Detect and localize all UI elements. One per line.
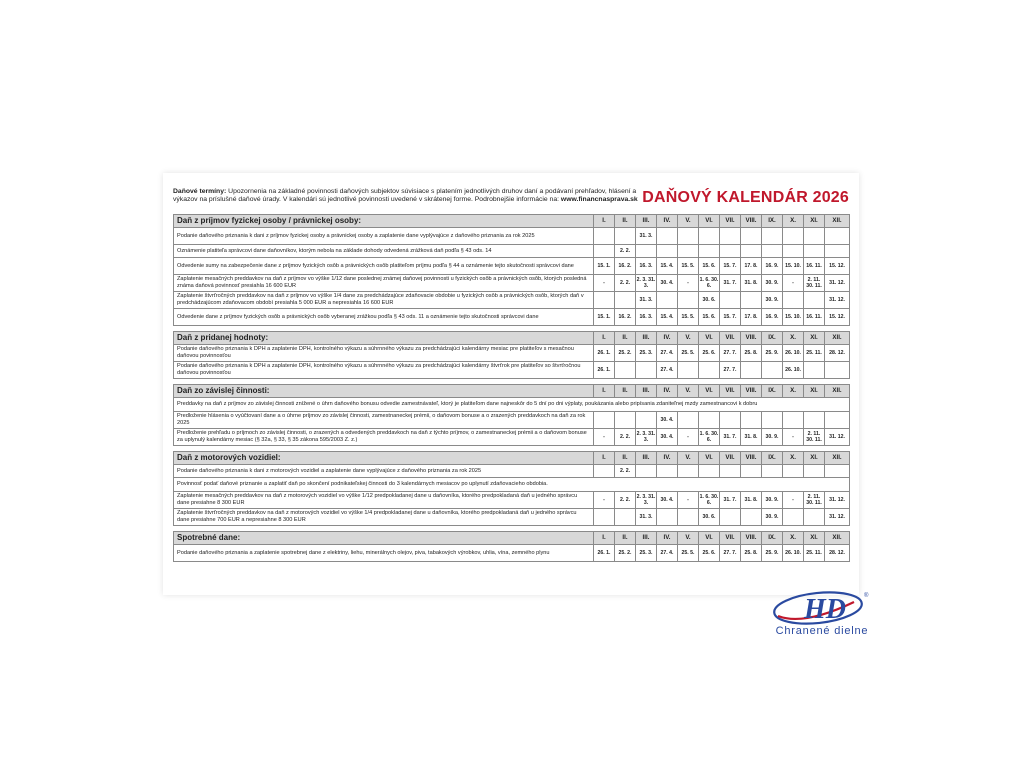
section-title: Daň z pridanej hodnoty:: [174, 332, 594, 345]
date-cell: 30. 9.: [762, 275, 783, 292]
month-header: XI.: [804, 385, 825, 398]
date-cell: [636, 465, 657, 478]
month-header: I.: [594, 532, 615, 545]
date-cell: 15. 7.: [720, 258, 741, 275]
date-cell: 30. 9.: [762, 509, 783, 526]
month-header: IV.: [657, 215, 678, 228]
date-cell: [615, 412, 636, 429]
month-header: V.: [678, 385, 699, 398]
month-header: VI.: [699, 215, 720, 228]
date-cell: [678, 465, 699, 478]
date-cell: [657, 292, 678, 309]
date-cell: [678, 362, 699, 379]
month-header: VII.: [720, 332, 741, 345]
month-header: VIII.: [741, 332, 762, 345]
date-cell: 15. 10.: [783, 258, 804, 275]
date-cell: -: [783, 275, 804, 292]
date-cell: [783, 412, 804, 429]
date-cell: 26. 10.: [783, 362, 804, 379]
date-cell: [615, 292, 636, 309]
month-header: VI.: [699, 385, 720, 398]
month-header: XII.: [825, 215, 850, 228]
date-cell: 31. 8.: [741, 275, 762, 292]
date-cell: 2. 3. 31. 3.: [636, 492, 657, 509]
date-cell: 28. 12.: [825, 545, 850, 562]
header-body: Upozornenia na základné povinnosti daňových subjektov súvisiace s platením jednotlivých druhov daní a podávaní prehľadov, hlásení a výkazov na príslušné daňové úrady. V kalendári sú jednotlivé povinnosti uvedené v skrátenej forme. Podrobnejšie informácie na:: [173, 188, 637, 204]
table-row: [174, 309, 850, 326]
logo-text: Chranené dielne: [775, 625, 869, 637]
row-description: Zaplatenie mesačných preddavkov na daň z motorových vozidiel vo výške 1/12 predpokladanej dane u daňovníka, ktorého predpokladaná daň u jedného správcu dane presiahne 8 300 EUR: [174, 492, 594, 509]
date-cell: -: [594, 429, 615, 446]
date-cell: [699, 465, 720, 478]
row-description: Podanie daňového priznania k dani z príjmov fyzickej osoby a právnickej osoby a zaplatenie dane vyplývajúce z daňového priznania za rok 2025: [174, 228, 594, 245]
row-description: Zaplatenie štvrťročných preddavkov na daň z príjmov vo výške 1/4 dane za predchádzajúce zdaňovacie obdobie u fyzických osôb a právnických osôb, ktorých daň v predchádzajúcom zdaňovacom období presiahla 5 000 EUR a nepresiahla 16 600 EUR: [174, 292, 594, 309]
date-cell: [741, 509, 762, 526]
month-header: I.: [594, 332, 615, 345]
table-row: [174, 292, 850, 309]
date-cell: 16. 3.: [636, 258, 657, 275]
date-cell: 25. 9.: [762, 345, 783, 362]
date-cell: [783, 228, 804, 245]
month-header: IX.: [762, 215, 783, 228]
date-cell: [741, 412, 762, 429]
date-cell: 17. 8.: [741, 258, 762, 275]
date-cell: 2. 11. 30. 11.: [804, 492, 825, 509]
date-cell: 31. 3.: [636, 509, 657, 526]
date-cell: 16. 2.: [615, 309, 636, 326]
note-row: [174, 398, 850, 412]
date-cell: 25. 2.: [615, 545, 636, 562]
date-cell: [783, 465, 804, 478]
date-cell: 30. 9.: [762, 492, 783, 509]
date-cell: 2. 2.: [615, 429, 636, 446]
month-header: VIII.: [741, 532, 762, 545]
date-cell: [636, 362, 657, 379]
date-cell: 26. 10.: [783, 345, 804, 362]
date-cell: 15. 12.: [825, 309, 850, 326]
date-cell: [678, 412, 699, 429]
date-cell: 30. 4.: [657, 492, 678, 509]
date-cell: 30. 6.: [699, 292, 720, 309]
date-cell: 31. 12.: [825, 492, 850, 509]
date-cell: [825, 362, 850, 379]
date-cell: -: [678, 492, 699, 509]
date-cell: 15. 5.: [678, 309, 699, 326]
tax-calendar: [163, 173, 859, 595]
date-cell: 15. 1.: [594, 258, 615, 275]
month-header: IX.: [762, 385, 783, 398]
row-description: Zaplatenie štvrťročných preddavkov na daň z motorových vozidiel vo výške 1/4 predpokladanej dane u daňovníka, ktorého predpokladaná daň u jedného správcu dane presiahne 700 EUR a nepresiahne 8 300 EUR: [174, 509, 594, 526]
table-row: [174, 275, 850, 292]
date-cell: [720, 245, 741, 258]
date-cell: [699, 362, 720, 379]
date-cell: [804, 362, 825, 379]
month-header: XI.: [804, 215, 825, 228]
month-header: X.: [783, 532, 804, 545]
month-header: III.: [636, 332, 657, 345]
date-cell: 30. 9.: [762, 292, 783, 309]
note-text: Povinnosť podať daňové priznanie a zaplatiť daň po skončení podnikateľskej činnosti do 3 kalendárnych mesiacov po uplynutí zdaňovacieho obdobia.: [174, 478, 850, 492]
date-cell: [783, 509, 804, 526]
date-cell: -: [678, 275, 699, 292]
date-cell: [678, 292, 699, 309]
row-description: Podanie daňového priznania k dani z motorových vozidiel a zaplatenie dane vyplývajúce z daňového priznania za rok 2025: [174, 465, 594, 478]
month-header: IV.: [657, 332, 678, 345]
date-cell: 30. 4.: [657, 412, 678, 429]
date-cell: 31. 12.: [825, 509, 850, 526]
date-cell: [783, 292, 804, 309]
date-cell: 27. 7.: [720, 545, 741, 562]
date-cell: [720, 509, 741, 526]
month-header: VI.: [699, 332, 720, 345]
date-cell: 25. 3.: [636, 545, 657, 562]
date-cell: 27. 4.: [657, 345, 678, 362]
date-cell: [636, 412, 657, 429]
month-header: II.: [615, 215, 636, 228]
date-cell: [825, 412, 850, 429]
date-cell: [741, 228, 762, 245]
date-cell: 25. 6.: [699, 545, 720, 562]
date-cell: 2. 2.: [615, 492, 636, 509]
date-cell: 15. 6.: [699, 258, 720, 275]
date-cell: 25. 8.: [741, 545, 762, 562]
date-cell: 2. 2.: [615, 275, 636, 292]
date-cell: 31. 7.: [720, 429, 741, 446]
date-cell: 25. 6.: [699, 345, 720, 362]
date-cell: [615, 362, 636, 379]
date-cell: 27. 4.: [657, 362, 678, 379]
date-cell: [678, 245, 699, 258]
registered-mark: ®: [864, 593, 869, 599]
date-cell: [762, 228, 783, 245]
month-header: XI.: [804, 332, 825, 345]
date-cell: 1. 6. 30. 6.: [699, 492, 720, 509]
date-cell: [720, 292, 741, 309]
date-cell: [804, 465, 825, 478]
table-row: [174, 258, 850, 275]
date-cell: [804, 292, 825, 309]
date-cell: 1. 6. 30. 6.: [699, 275, 720, 292]
month-header: XII.: [825, 452, 850, 465]
row-description: Zaplatenie mesačných preddavkov na daň z príjmov vo výške 1/12 dane poslednej známej daňovej povinnosti u fyzických osôb a právnických osôb, ktorých posledná známa daňová povinnosť presiahla 16 600 EUR: [174, 275, 594, 292]
logo-mark: HD: [804, 594, 846, 625]
date-cell: 30. 4.: [657, 429, 678, 446]
date-cell: 26. 10.: [783, 545, 804, 562]
date-cell: [762, 362, 783, 379]
date-cell: 25. 11.: [804, 545, 825, 562]
date-cell: [594, 245, 615, 258]
date-cell: 15. 4.: [657, 258, 678, 275]
date-cell: [720, 412, 741, 429]
section-header: [174, 332, 850, 345]
month-header: VI.: [699, 452, 720, 465]
month-header: X.: [783, 385, 804, 398]
month-header: VI.: [699, 532, 720, 545]
table-row: [174, 245, 850, 258]
month-header: II.: [615, 332, 636, 345]
date-cell: 1. 6. 30. 6.: [699, 429, 720, 446]
date-cell: 16. 9.: [762, 309, 783, 326]
month-header: XI.: [804, 452, 825, 465]
month-header: IX.: [762, 452, 783, 465]
date-cell: -: [594, 275, 615, 292]
header-label: Daňové termíny:: [173, 188, 227, 195]
date-cell: 31. 12.: [825, 429, 850, 446]
date-cell: [594, 292, 615, 309]
date-cell: 15. 5.: [678, 258, 699, 275]
date-cell: [825, 465, 850, 478]
date-cell: [825, 228, 850, 245]
date-cell: 15. 1.: [594, 309, 615, 326]
date-cell: 15. 4.: [657, 309, 678, 326]
month-header: X.: [783, 332, 804, 345]
month-header: X.: [783, 215, 804, 228]
date-cell: 25. 3.: [636, 345, 657, 362]
date-cell: [720, 465, 741, 478]
date-cell: 17. 8.: [741, 309, 762, 326]
date-cell: 16. 2.: [615, 258, 636, 275]
date-cell: 25. 9.: [762, 545, 783, 562]
date-cell: [594, 465, 615, 478]
month-header: IX.: [762, 532, 783, 545]
section-title: Daň z príjmov fyzickej osoby / právnickej osoby:: [174, 215, 594, 228]
table-row: [174, 545, 850, 562]
table-row: [174, 465, 850, 478]
date-cell: 26. 1.: [594, 545, 615, 562]
row-description: Podanie daňového priznania k DPH a zaplatenie DPH, kontrolného výkazu a súhrnného výkazu za predchádzajúci kalendárny štvrťrok pre platiteľov so štvrťročnou daňovou povinnosťou: [174, 362, 594, 379]
calendar-table-wrapper: [173, 214, 849, 562]
date-cell: [741, 465, 762, 478]
date-cell: 2. 11. 30. 11.: [804, 275, 825, 292]
date-cell: 16. 9.: [762, 258, 783, 275]
month-header: IV.: [657, 385, 678, 398]
date-cell: [762, 245, 783, 258]
date-cell: [615, 509, 636, 526]
date-cell: 15. 6.: [699, 309, 720, 326]
date-cell: 27. 4.: [657, 545, 678, 562]
row-description: Podanie daňového priznania a zaplatenie spotrebnej dane z elektriny, liehu, minerálnych olejov, piva, tabakových výrobkov, uhlia, vína, zemného plynu: [174, 545, 594, 562]
section-header: [174, 532, 850, 545]
date-cell: [762, 465, 783, 478]
date-cell: 31. 7.: [720, 275, 741, 292]
section-header: [174, 215, 850, 228]
month-header: I.: [594, 452, 615, 465]
month-header: IX.: [762, 332, 783, 345]
month-header: II.: [615, 385, 636, 398]
date-cell: 26. 1.: [594, 362, 615, 379]
section-header: [174, 385, 850, 398]
row-description: Predloženie hlásenia o vyúčtovaní dane a o úhrne príjmov zo závislej činnosti, zamestnaneckej prémii, o daňovom bonuse a o zrazených preddavkoch na daň za rok 2025: [174, 412, 594, 429]
date-cell: 2. 2.: [615, 465, 636, 478]
date-cell: -: [783, 429, 804, 446]
date-cell: [699, 228, 720, 245]
date-cell: 26. 1.: [594, 345, 615, 362]
date-cell: 2. 2.: [615, 245, 636, 258]
date-cell: 31. 8.: [741, 492, 762, 509]
date-cell: [636, 245, 657, 258]
table-row: [174, 509, 850, 526]
note-text: Preddavky na daň z príjmov zo závislej činnosti znížené o úhrn daňového bonusu odvedie zamestnávateľ, ktorý je platiteľom dane najneskôr do 5 dní po dni výplaty, poukázania alebo pripísania zdaniteľnej mzdy zamestnancovi k dobru: [174, 398, 850, 412]
note-row: [174, 478, 850, 492]
month-header: V.: [678, 332, 699, 345]
date-cell: 30. 6.: [699, 509, 720, 526]
date-cell: 30. 9.: [762, 429, 783, 446]
table-row: [174, 492, 850, 509]
month-header: VII.: [720, 532, 741, 545]
table-row: [174, 362, 850, 379]
date-cell: [741, 292, 762, 309]
date-cell: 2. 11. 30. 11.: [804, 429, 825, 446]
date-cell: [657, 509, 678, 526]
month-header: I.: [594, 385, 615, 398]
date-cell: 16. 3.: [636, 309, 657, 326]
date-cell: [678, 228, 699, 245]
row-description: Predloženie prehľadu o príjmoch zo závislej činnosti, o zrazených a odvedených preddavkoch na daň z týchto príjmov, o zamestnaneckej prémii a o daňovom bonuse za uplynulý kalendárny mesiac (§ 32a, § 33, § 35 zákona 595/2003 Z. z.): [174, 429, 594, 446]
month-header: V.: [678, 215, 699, 228]
date-cell: 25. 2.: [615, 345, 636, 362]
month-header: VII.: [720, 385, 741, 398]
date-cell: [594, 412, 615, 429]
section-title: Spotrebné dane:: [174, 532, 594, 545]
month-header: III.: [636, 452, 657, 465]
date-cell: -: [594, 492, 615, 509]
row-description: Odvedenie dane z príjmov fyzických osôb a právnických osôb vyberanej zrážkou podľa § 43 ods. 11 a oznámenie tejto skutočnosti správcovi dane: [174, 309, 594, 326]
date-cell: 15. 10.: [783, 309, 804, 326]
month-header: VII.: [720, 215, 741, 228]
date-cell: 31. 3.: [636, 228, 657, 245]
date-cell: [720, 228, 741, 245]
date-cell: 15. 7.: [720, 309, 741, 326]
date-cell: 2. 3. 31. 3.: [636, 429, 657, 446]
date-cell: [825, 245, 850, 258]
month-header: VIII.: [741, 215, 762, 228]
month-header: III.: [636, 385, 657, 398]
date-cell: [615, 228, 636, 245]
date-cell: [783, 245, 804, 258]
month-header: VIII.: [741, 452, 762, 465]
month-header: X.: [783, 452, 804, 465]
row-description: Oznámenie platiteľa správcovi dane daňovníkov, ktorým nebola na základe dohody odvedená zrážková daň podľa § 43 ods. 14: [174, 245, 594, 258]
table-row: [174, 345, 850, 362]
date-cell: 27. 7.: [720, 345, 741, 362]
calendar-table: [173, 214, 850, 562]
month-header: II.: [615, 532, 636, 545]
month-header: XII.: [825, 332, 850, 345]
section-header: [174, 452, 850, 465]
date-cell: 31. 12.: [825, 292, 850, 309]
month-header: IV.: [657, 452, 678, 465]
month-header: III.: [636, 215, 657, 228]
date-cell: [804, 412, 825, 429]
header-site-link[interactable]: www.financnasprava.sk: [560, 196, 638, 204]
date-cell: 27. 7.: [720, 362, 741, 379]
section-title: Daň z motorových vozidiel:: [174, 452, 594, 465]
date-cell: 25. 11.: [804, 345, 825, 362]
date-cell: [804, 509, 825, 526]
date-cell: [699, 245, 720, 258]
date-cell: 31. 7.: [720, 492, 741, 509]
month-header: XII.: [825, 532, 850, 545]
date-cell: 25. 5.: [678, 545, 699, 562]
month-header: XI.: [804, 532, 825, 545]
date-cell: 25. 8.: [741, 345, 762, 362]
row-description: Odvedenie sumy na zabezpečenie dane z príjmov fyzických osôb a právnických osôb platiteľom príjmu podľa § 44 a oznámenie tejto skutočnosti správcovi dane: [174, 258, 594, 275]
date-cell: [657, 245, 678, 258]
month-header: V.: [678, 452, 699, 465]
date-cell: [594, 228, 615, 245]
date-cell: 30. 4.: [657, 275, 678, 292]
row-description: Podanie daňového priznania k DPH a zaplatenie DPH, kontrolného výkazu a súhrnného výkazu za predchádzajúci kalendárny mesiac pre platiteľov s mesačnou daňovou povinnosťou: [174, 345, 594, 362]
date-cell: [762, 412, 783, 429]
month-header: II.: [615, 452, 636, 465]
date-cell: 15. 12.: [825, 258, 850, 275]
date-cell: [741, 245, 762, 258]
header-text: [173, 188, 659, 205]
date-cell: [678, 509, 699, 526]
month-header: I.: [594, 215, 615, 228]
date-cell: [804, 228, 825, 245]
date-cell: 25. 5.: [678, 345, 699, 362]
table-row: [174, 412, 850, 429]
month-header: VII.: [720, 452, 741, 465]
table-row: [174, 228, 850, 245]
calendar-title: DAŇOVÝ KALENDÁR 2026: [642, 189, 849, 206]
section-title: Daň zo závislej činnosti:: [174, 385, 594, 398]
month-header: V.: [678, 532, 699, 545]
date-cell: [804, 245, 825, 258]
month-header: IV.: [657, 532, 678, 545]
date-cell: 2. 3. 31. 3.: [636, 275, 657, 292]
date-cell: 16. 11.: [804, 258, 825, 275]
date-cell: -: [783, 492, 804, 509]
date-cell: 28. 12.: [825, 345, 850, 362]
date-cell: [657, 228, 678, 245]
month-header: III.: [636, 532, 657, 545]
month-header: XII.: [825, 385, 850, 398]
date-cell: 31. 12.: [825, 275, 850, 292]
date-cell: 31. 3.: [636, 292, 657, 309]
date-cell: 31. 8.: [741, 429, 762, 446]
month-header: VIII.: [741, 385, 762, 398]
date-cell: [741, 362, 762, 379]
date-cell: [699, 412, 720, 429]
table-row: [174, 429, 850, 446]
date-cell: 16. 11.: [804, 309, 825, 326]
date-cell: -: [678, 429, 699, 446]
date-cell: [657, 465, 678, 478]
date-cell: [594, 509, 615, 526]
